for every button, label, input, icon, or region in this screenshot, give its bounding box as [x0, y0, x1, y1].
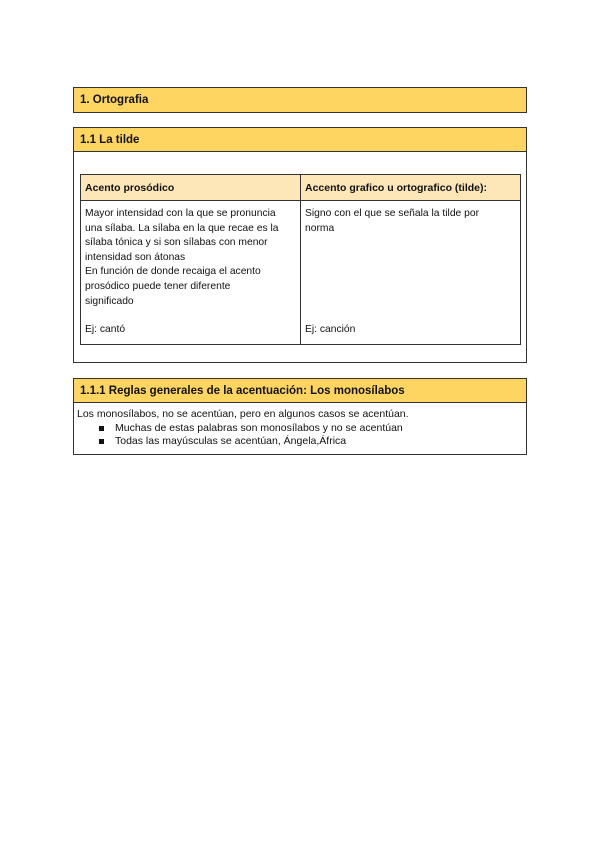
list-item-text: Todas las mayúsculas se acentúan, Ángela,África — [115, 435, 347, 447]
text-line: significado — [85, 295, 134, 307]
text-line: Mayor intensidad con la que se pronuncia — [85, 208, 276, 219]
square-bullet-icon — [99, 439, 104, 444]
list-item — [99, 435, 523, 449]
section-title: 1.1.1 Reglas generales de la acentuación: Los monosílabos — [74, 379, 526, 403]
example-text: Ej: cantó — [85, 324, 126, 336]
text-line: intensidad son átonas — [85, 251, 186, 263]
text-line: sílaba tónica y si son sílabas con menor — [85, 237, 268, 249]
column-header-prosodic: Acento prosódico — [81, 175, 301, 201]
accent-comparison-table — [80, 174, 521, 345]
section-ortografia — [73, 87, 527, 113]
table-cell-prosodic — [81, 201, 301, 345]
table-row — [81, 201, 521, 345]
table-header-row — [81, 175, 521, 201]
example-text: Ej: canción — [305, 324, 356, 336]
text-line: Signo con el que se señala la tilde por — [305, 208, 480, 219]
section-title: 1. Ortografia — [74, 88, 526, 112]
square-bullet-icon — [99, 426, 104, 431]
text-line: una sílaba. La sílaba en la que recae es la — [85, 222, 279, 234]
section-monosilabos — [73, 378, 527, 455]
text-line: prosódico puede tener diferente — [85, 280, 231, 292]
section-la-tilde — [73, 127, 527, 363]
intro-paragraph: Los monosílabos, no se acentúan, pero en algunos casos se acentúan. — [77, 408, 409, 420]
text-line: norma — [305, 222, 335, 234]
list-item-text: Muchas de estas palabras son monosílabos y no se acentúan — [115, 421, 403, 434]
list-item — [99, 422, 523, 436]
bullet-list — [77, 422, 523, 449]
section-body — [74, 403, 526, 449]
table-cell-graphic — [301, 201, 521, 345]
column-header-graphic: Accento grafico u ortografico (tilde): — [301, 175, 521, 201]
text-line: En función de donde recaiga el acento — [85, 266, 261, 278]
section-title: 1.1 La tilde — [74, 128, 526, 152]
